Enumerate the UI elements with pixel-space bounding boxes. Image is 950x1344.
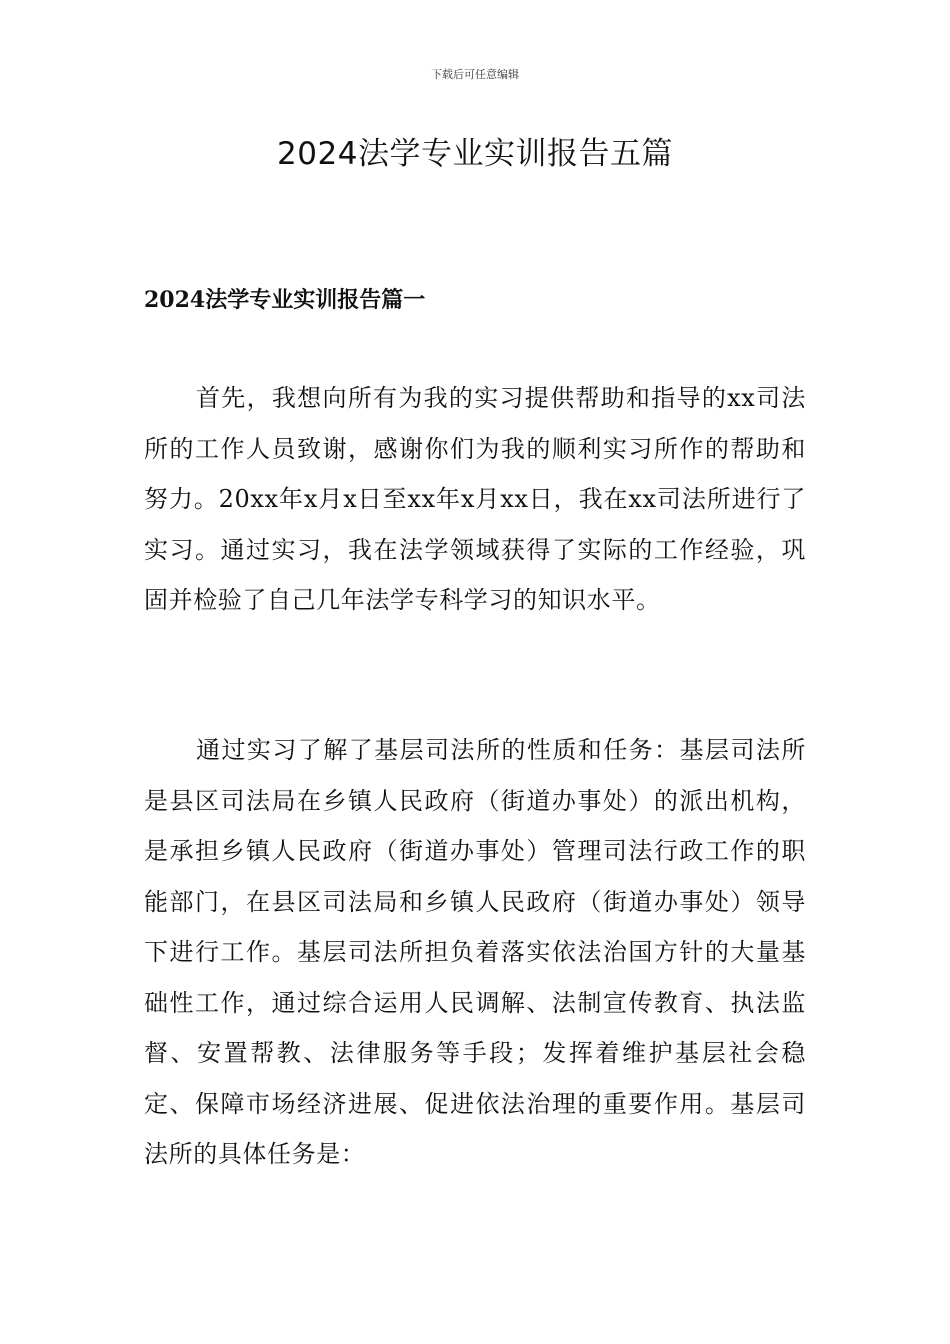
paragraph-judicial-office: 通过实习了解了基层司法所的性质和任务：基层司法所是县区司法局在乡镇人民政府（街道办事处）的派出机构，是承担乡镇人民政府（街道办事处）管理司法行政工作的职能部门，在县区司法局和乡镇人民政府（街道办事处）领导下进行工作。基层司法所担负着落实依法治国方针的大量基础性工作，通过综合运用人民调解、法制宣传教育、执法监督、安置帮教、法律服务等手段；发挥着维护基层社会稳定、保障市场经济进展、促进依法治理的重要作用。基层司法所的具体任务是： xyxy=(144,736,806,1168)
section-heading: 2024法学专业实训报告篇一 xyxy=(144,287,426,313)
paragraph-intro: 首先，我想向所有为我的实习提供帮助和指导的xx司法所的工作人员致谢，感谢你们为我的顺利实习所作的帮助和努力。20xx年x月x日至xx年x月xx日，我在xx司法所进行了实习。通过实习，我在法学领域获得了实际的工作经验，巩固并检验了自己几年法学专科学习的知识水平。 xyxy=(144,384,806,614)
header-note: 下载后可任意编辑 xyxy=(431,68,519,81)
document-title: 2024法学专业实训报告五篇 xyxy=(277,136,673,172)
